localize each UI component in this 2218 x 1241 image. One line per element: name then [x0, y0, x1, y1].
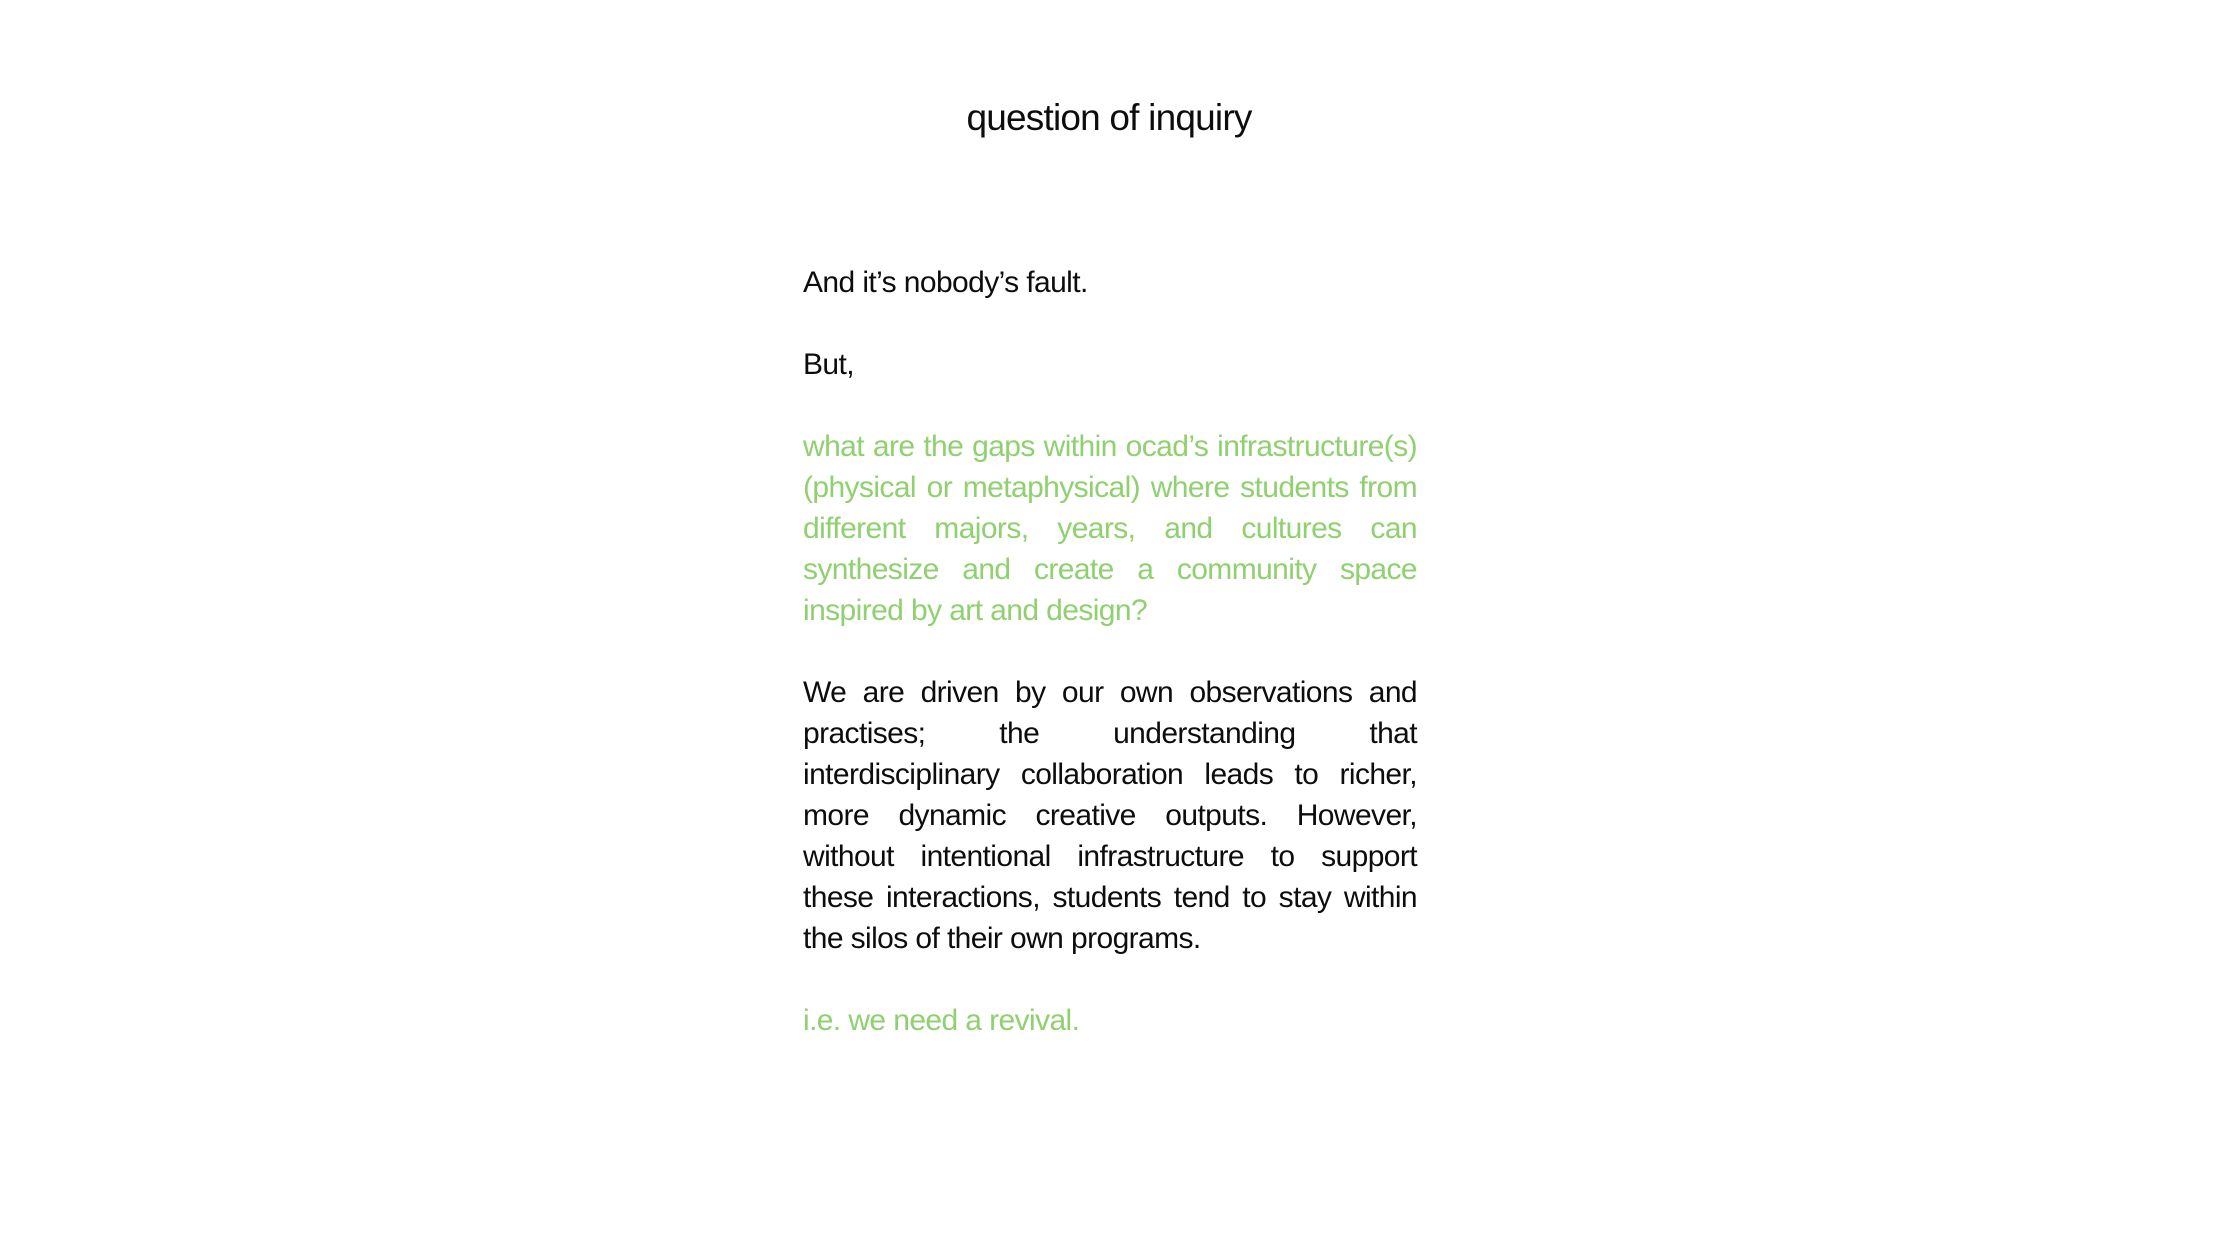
paragraph-nobodys-fault: And it’s nobody’s fault. — [803, 266, 1088, 299]
paragraph-inquiry-question: what are the gaps within ocad’s infrastructure(s) (physical or metaphysical) where students from different majors, years, and cultures can synthesize and create a community space inspired by art and design? — [803, 430, 1417, 627]
paragraph-revival: i.e. we need a revival. — [803, 1004, 1080, 1037]
paragraph-but: But, — [803, 348, 854, 381]
text-column — [803, 262, 1417, 1041]
page-title: question of inquiry — [966, 97, 1252, 138]
paragraph-motivation: We are driven by our own observations and practises; the understanding that interdisciplinary collaboration leads to richer, more dynamic creative outputs. However, without intentional infrastructure to support these interactions, students tend to stay within the silos of their own programs. — [803, 676, 1417, 955]
